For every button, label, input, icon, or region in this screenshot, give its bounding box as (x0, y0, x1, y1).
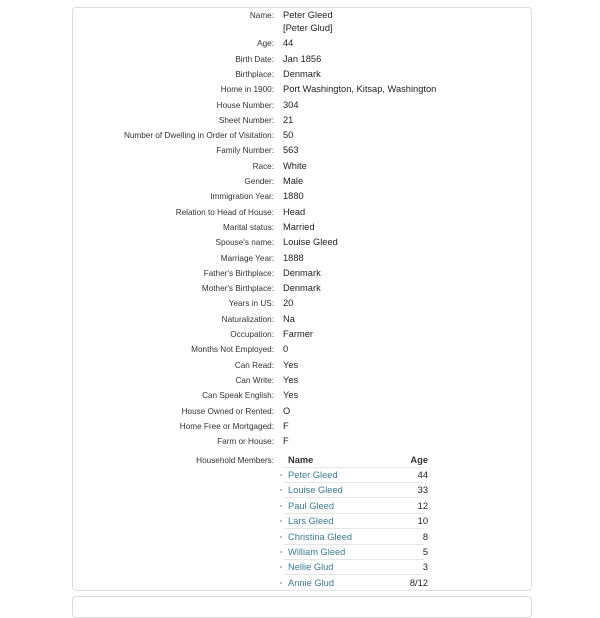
record-field-row (72, 373, 530, 388)
field-label: Gender: (244, 177, 274, 186)
record-field-row (72, 8, 530, 33)
row-divider (284, 590, 424, 591)
household-member-age: 44 (417, 470, 428, 480)
bullet-icon (280, 489, 282, 491)
household-member-age: 5 (422, 547, 428, 557)
field-value: Farmer (283, 329, 313, 339)
field-label: Number of Dwelling in Order of Visitation: (123, 131, 274, 141)
household-member-link[interactable]: Nellie Glud (288, 562, 334, 573)
field-value: F (283, 436, 289, 447)
record-field-row (72, 113, 530, 128)
field-label: Can Write: (235, 375, 274, 385)
field-value: 1880 (283, 191, 304, 202)
field-value: Male (283, 176, 304, 186)
household-label: Household Members: (196, 456, 274, 465)
field-value: White (283, 160, 307, 171)
field-label: Marriage Year: (220, 253, 274, 263)
field-label: Birthplace: (235, 69, 274, 79)
field-label: Sheet Number: (218, 115, 274, 125)
household-member-row (72, 530, 530, 545)
household-member-link[interactable]: William Gleed (288, 547, 346, 557)
field-label: Months Not Employed: (191, 345, 274, 355)
record-field-row (72, 312, 530, 327)
bullet-icon (280, 536, 282, 538)
household-member-row (72, 468, 530, 483)
bullet-icon (280, 582, 282, 584)
field-label: Farm or House: (217, 437, 274, 447)
field-value: Married (283, 221, 315, 232)
field-label: Can Read: (234, 360, 274, 370)
record-field-row (72, 404, 530, 419)
record-field-row (72, 205, 530, 220)
record-field-row (72, 327, 530, 342)
field-value: 0 (283, 344, 289, 355)
field-value-alt: [Peter Glud] (283, 23, 333, 33)
household-member-link[interactable]: Louise Gleed (288, 485, 343, 496)
household-member-link[interactable]: Christina Gleed (288, 531, 353, 542)
field-value: 563 (283, 145, 299, 156)
bullet-icon (280, 566, 282, 568)
record-field-row (72, 52, 530, 67)
household-member-row (72, 483, 530, 498)
household-member-link[interactable]: Lars Gleed (288, 516, 334, 527)
field-value: Yes (283, 390, 299, 401)
record-field-row (72, 358, 530, 373)
household-member-age: 8 (422, 531, 428, 542)
field-label: House Owned or Rented: (181, 406, 274, 416)
field-label: Immigration Year: (210, 192, 274, 202)
record-field-row (72, 434, 530, 449)
record-field-row (72, 189, 530, 204)
record-field-row (72, 266, 530, 281)
household-member-row (72, 576, 530, 591)
household-member-age: 3 (422, 562, 428, 573)
field-value: Na (283, 313, 295, 324)
household-member-row (72, 514, 530, 529)
field-value: O (283, 405, 291, 416)
field-label: Home in 1900: (220, 85, 274, 95)
field-value: 1888 (283, 252, 304, 263)
field-label: Occupation: (230, 330, 274, 339)
record-field-row (72, 36, 530, 51)
field-label: Name: (249, 11, 274, 20)
record-field-row (72, 251, 530, 266)
record-field-row (72, 296, 530, 311)
field-label: Birth Date: (235, 54, 274, 64)
household-member-row (72, 545, 530, 560)
household-member-age: 12 (417, 500, 428, 511)
field-label: Can Speak English: (202, 391, 274, 401)
record-field-row (72, 174, 530, 189)
household-member-row (72, 499, 530, 514)
field-value: Jan 1856 (283, 53, 322, 64)
field-value: F (283, 420, 289, 431)
household-member-link[interactable]: Annie Glud (288, 577, 334, 588)
bullet-icon (280, 505, 282, 507)
field-label: Mother's Birthplace: (201, 284, 274, 294)
bullet-icon (280, 520, 282, 522)
field-label: Relation to Head of House: (175, 207, 274, 217)
household-col-name: Name (288, 455, 314, 465)
field-label: Home Free or Mortgaged: (179, 421, 274, 431)
field-label: Marital status: (223, 222, 274, 232)
household-member-age: 8/12 (409, 577, 428, 588)
record-field-row (72, 281, 530, 296)
record-field-row (72, 342, 530, 357)
field-value: 50 (283, 130, 294, 141)
field-value: Head (283, 206, 306, 217)
field-value: 20 (283, 298, 294, 309)
field-label: Father's Birthplace: (203, 268, 274, 278)
field-value: Yes (283, 359, 299, 370)
field-value: Denmark (283, 283, 321, 294)
field-label: Race: (252, 161, 274, 171)
household-member-age: 33 (417, 485, 428, 496)
household-member-link[interactable]: Paul Gleed (288, 500, 334, 511)
record-field-row (72, 419, 530, 434)
household-member-age: 10 (417, 516, 428, 527)
household-col-age: Age (410, 455, 428, 465)
field-label: Family Number: (216, 146, 274, 156)
next-card (72, 596, 532, 618)
field-value: Denmark (283, 68, 321, 79)
record-field-row (72, 128, 530, 143)
record-field-row (72, 143, 530, 158)
field-label: House Number: (216, 100, 274, 110)
field-value: Yes (283, 374, 299, 385)
bullet-icon (280, 474, 282, 476)
record-field-row (72, 67, 530, 82)
field-value: Peter Gleed (283, 10, 333, 20)
field-value: 304 (283, 99, 299, 110)
field-label: Naturalization: (221, 314, 274, 324)
field-value: Louise Gleed (283, 237, 338, 248)
household-member-row (72, 560, 530, 575)
field-label: Years in US: (228, 299, 274, 309)
bullet-icon (280, 551, 282, 553)
record-field-row (72, 235, 530, 250)
record-field-row (72, 82, 530, 97)
field-value: 21 (283, 114, 294, 125)
field-value: 44 (283, 38, 294, 49)
record-field-row (72, 388, 530, 403)
field-label: Age: (257, 39, 274, 49)
record-field-row (72, 220, 530, 235)
record-field-row (72, 98, 530, 113)
field-value: Denmark (283, 267, 321, 278)
record-field-row (72, 159, 530, 174)
household-member-link[interactable]: Peter Gleed (288, 470, 338, 480)
field-label: Spouse's name: (215, 238, 274, 248)
field-value: Port Washington, Kitsap, Washington (283, 84, 437, 95)
